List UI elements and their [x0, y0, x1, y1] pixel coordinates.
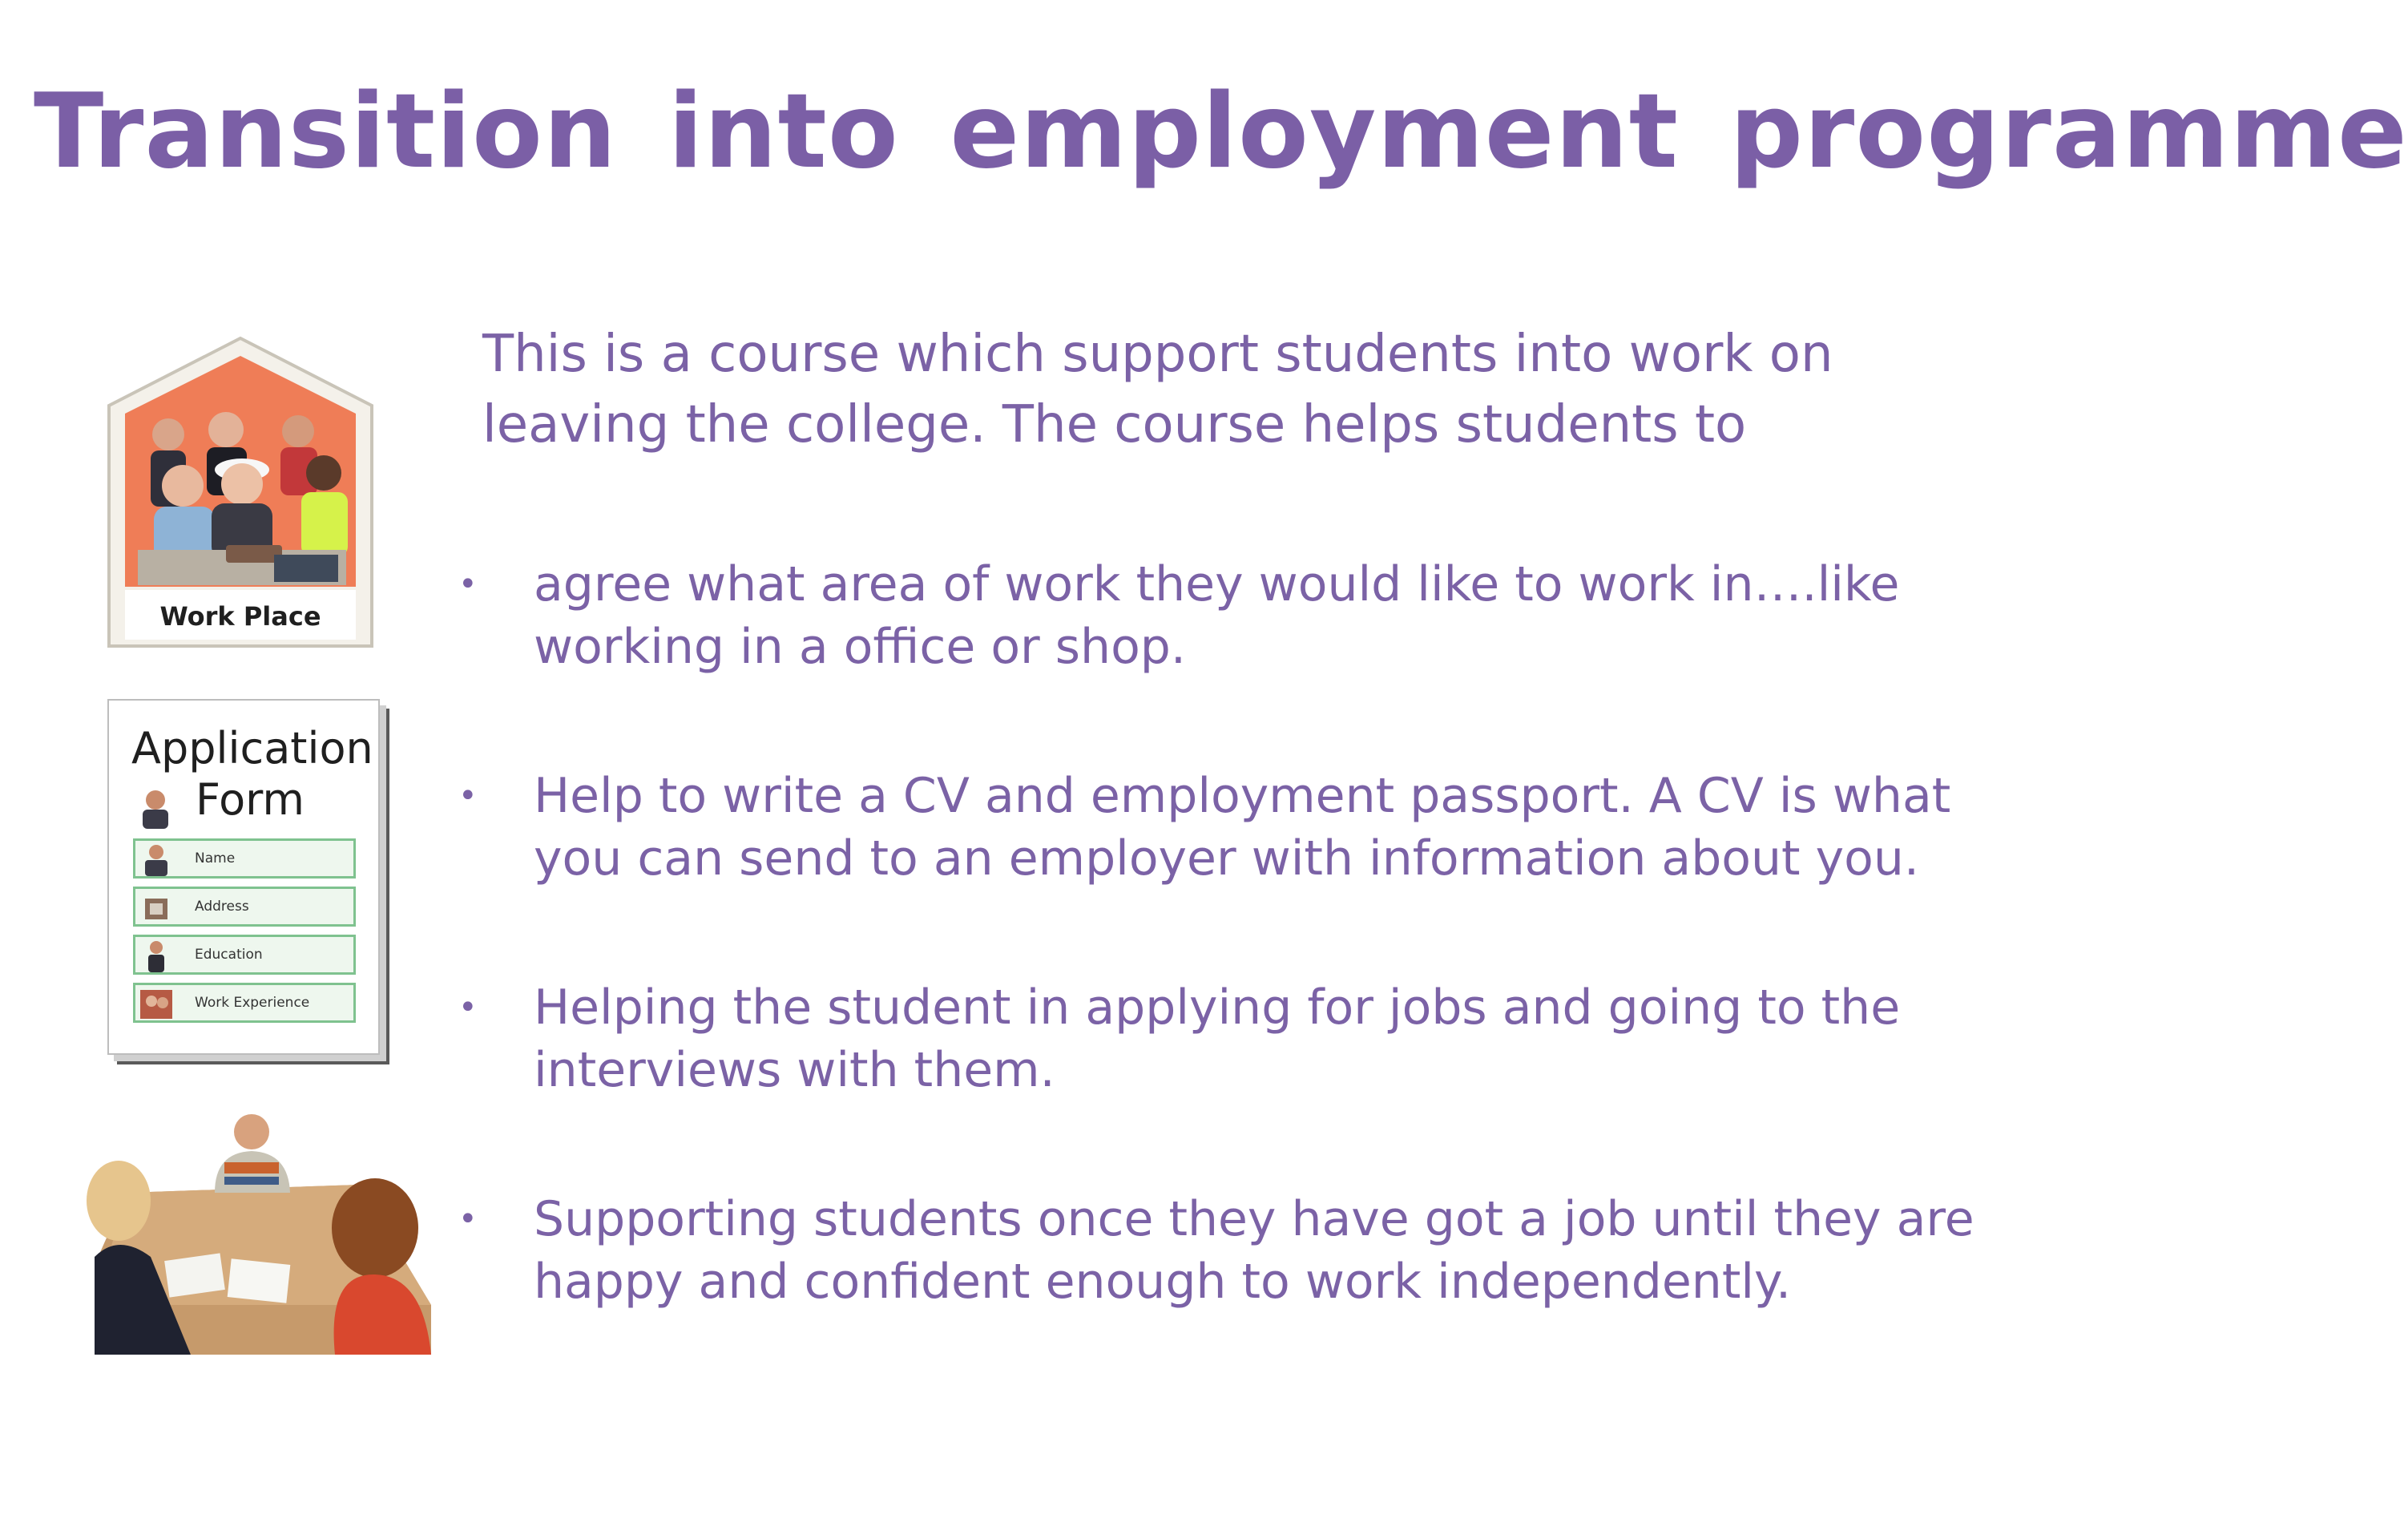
form-field-name — [133, 838, 356, 879]
bullet-text: Help to write a CV and employment passport. A CV is what you can send to an employer with information about you. — [534, 768, 1951, 887]
application-form-sheet — [107, 699, 380, 1055]
bullet-dot-icon: • — [458, 566, 478, 603]
workplace-picture-svg — [106, 335, 375, 649]
bullet-text: Supporting students once they have got a job until they are happy and confident enough to work independently. — [534, 1191, 1974, 1310]
form-field-thumbnail-icon — [139, 939, 174, 972]
application-form-picture-icon — [107, 699, 389, 1063]
person-icon — [131, 789, 179, 829]
bullet-dot-icon: • — [458, 778, 478, 814]
application-form-heading-line2: Form — [196, 774, 305, 825]
bullet-dot-icon: • — [458, 989, 478, 1026]
form-field-education — [133, 935, 356, 975]
form-field-label: Work Experience — [195, 995, 310, 1011]
form-field-label: Address — [195, 899, 249, 915]
application-form-heading-line1: Application — [131, 723, 373, 774]
form-field-work-experience — [133, 983, 356, 1023]
bullet-item — [449, 1188, 2019, 1313]
bullet-list — [449, 553, 2019, 1400]
bullet-item — [449, 553, 2019, 678]
bullet-dot-icon: • — [458, 1201, 478, 1238]
bullet-item — [449, 765, 2019, 890]
intro-paragraph: This is a course which support students into work on leaving the college. The course helps students to — [482, 325, 1833, 454]
bullet-text: agree what area of work they would like to work in….like working in a office or shop. — [534, 556, 1900, 675]
form-field-thumbnail-icon — [139, 842, 174, 876]
form-field-thumbnail-icon — [139, 891, 174, 924]
workplace-label: Work Place — [159, 601, 321, 632]
form-field-label: Education — [195, 947, 263, 963]
interview-picture-svg — [95, 1105, 431, 1355]
form-field-address — [133, 887, 356, 927]
bullet-item — [449, 976, 2019, 1101]
bullet-text: Helping the student in applying for jobs and going to the interviews with them. — [534, 980, 1901, 1098]
form-field-thumbnail-icon — [139, 987, 174, 1020]
workplace-picture-icon — [106, 335, 375, 649]
form-field-label: Name — [195, 850, 236, 866]
job-interview-picture-icon — [95, 1105, 431, 1355]
slide-title: Transition into employment programme — [34, 72, 2408, 192]
